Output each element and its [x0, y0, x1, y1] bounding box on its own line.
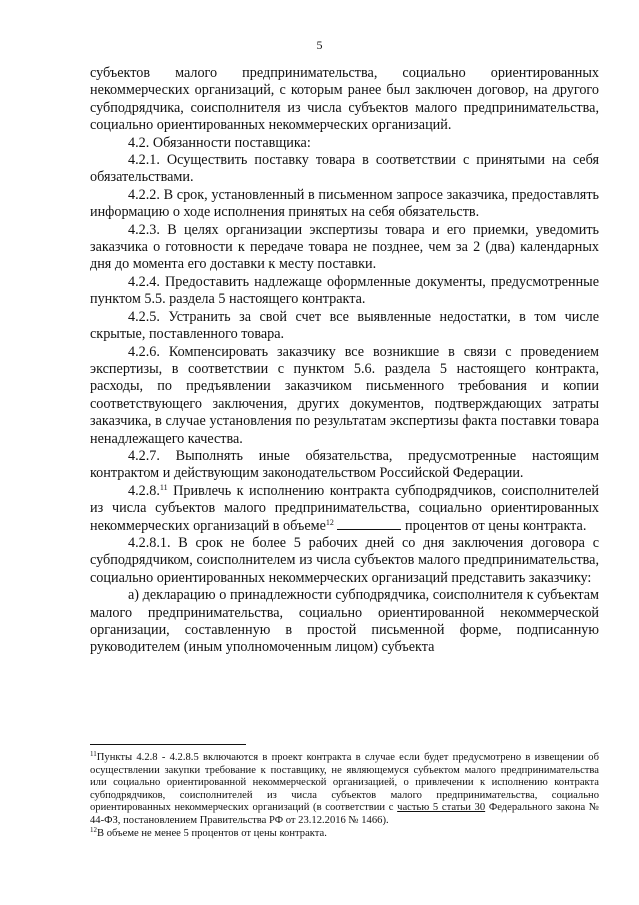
- paragraph-4-2-3: 4.2.3. В целях организации экспертизы товара и его приемки, уведомить заказчика о готовности к передаче товара не позднее, чем за 2 (два) календарных дня до момента его доставки к месту поставки.: [90, 221, 599, 273]
- paragraph-4-2-8-1: 4.2.8.1. В срок не более 5 рабочих дней со дня заключения договора с субподрядчиком, соисполнителем из числа субъектов малого предпринимательства, социально ориентированных некоммерческих организаций представить заказчику:: [90, 534, 599, 586]
- footnote-11-text-b: Федерального закона № 44-ФЗ, постановлением Правительства РФ от 23.12.2016 № 1466).: [90, 802, 600, 826]
- footnote-ref-12: 12: [325, 517, 334, 527]
- page-number: 5: [316, 38, 323, 52]
- clause-label: 4.2.8.: [128, 482, 160, 499]
- footnote-12-text: В объеме не менее 5 процентов от цены контракта.: [97, 827, 327, 839]
- paragraph-a: а) декларацию о принадлежности субподрядчика, соисполнителя к субъектам малого предпринимательства, социально ориентированной некоммерческой организации, составленную в простой письменной форме, подписанную руководителем (иным уполномоченным лицом) субъекта: [90, 587, 599, 656]
- footnote-11-text-a: Пункты 4.2.8 - 4.2.8.5 включаются в проект контракта в случае если будет предусмотрено в извещении об осуществлении закупки требование к поставщику, не являющемуся субъектом малого предпринимательства или социально ориентированной некоммерческой организацией, о привлечении к исполнению контракта субподрядчиков, соисполнителей из числа субъектов малого предпринимательства, социально ориентированных некоммерческих организаций (в соответствии с: [90, 752, 599, 814]
- law-reference-link: частью 5 статьи 30: [397, 802, 486, 814]
- clause-text-b: процентов от цены контракта.: [401, 517, 587, 534]
- paragraph-continuation: субъектов малого предпринимательства, социально ориентированных некоммерческих организаций, с которым ранее был заключен договор, на другого субподрядчика, соисполнителя из числа субъектов малого предпринимательства, социально ориентированных некоммерческих организаций.: [90, 65, 599, 134]
- paragraph-4-2-7: 4.2.7. Выполнять иные обязательства, предусмотренные настоящим контрактом и действующим законодательством Российской Федерации.: [90, 447, 599, 482]
- paragraph-4-2-5: 4.2.5. Устранить за свой счет все выявленные недостатки, в том числе скрытые, поставленного товара.: [90, 308, 599, 343]
- footnote-separator: [90, 744, 246, 745]
- footnote-mark-11: 11: [90, 750, 97, 758]
- paragraph-4-2-8: [90, 483, 599, 535]
- paragraph-4-2-4: 4.2.4. Предоставить надлежаще оформленные документы, предусмотренные пунктом 5.5. раздела 5 настоящего контракта.: [90, 273, 599, 308]
- paragraph-4-2-1: 4.2.1. Осуществить поставку товара в соответствии с принятыми на себя обязательствами.: [90, 152, 599, 186]
- footnote-12: [90, 825, 599, 841]
- clause-text-a: Привлечь к исполнению контракта субподрядчиков, соисполнителей из числа субъектов малого предпринимательства, социально ориентированных некоммерческих организаций в объеме: [90, 482, 599, 534]
- footnote-11: [90, 752, 599, 828]
- footnote-mark-12: 12: [90, 825, 97, 834]
- footnote-ref-11: 11: [159, 482, 168, 492]
- footnotes: [90, 752, 599, 840]
- paragraph-4-2-2: 4.2.2. В срок, установленный в письменном запросе заказчика, предоставлять информацию о ходе исполнения принятых на себя обязательств.: [90, 186, 599, 221]
- paragraph-4-2-6: 4.2.6. Компенсировать заказчику все возникшие в связи с проведением экспертизы, в соответствии с пунктом 5.6. раздела 5 настоящего контракта, расходы, по предъявлении заказчиком письменного требования и копии соответствующего заключения, других документов, подтверждающих затраты заказчика, в случае установления по результатам экспертизы факта поставки товара ненадлежащего качества.: [90, 343, 599, 447]
- blank-fill-line: [337, 518, 401, 530]
- paragraph-4-2: 4.2. Обязанности поставщика:: [128, 134, 311, 151]
- document-body: [90, 65, 599, 657]
